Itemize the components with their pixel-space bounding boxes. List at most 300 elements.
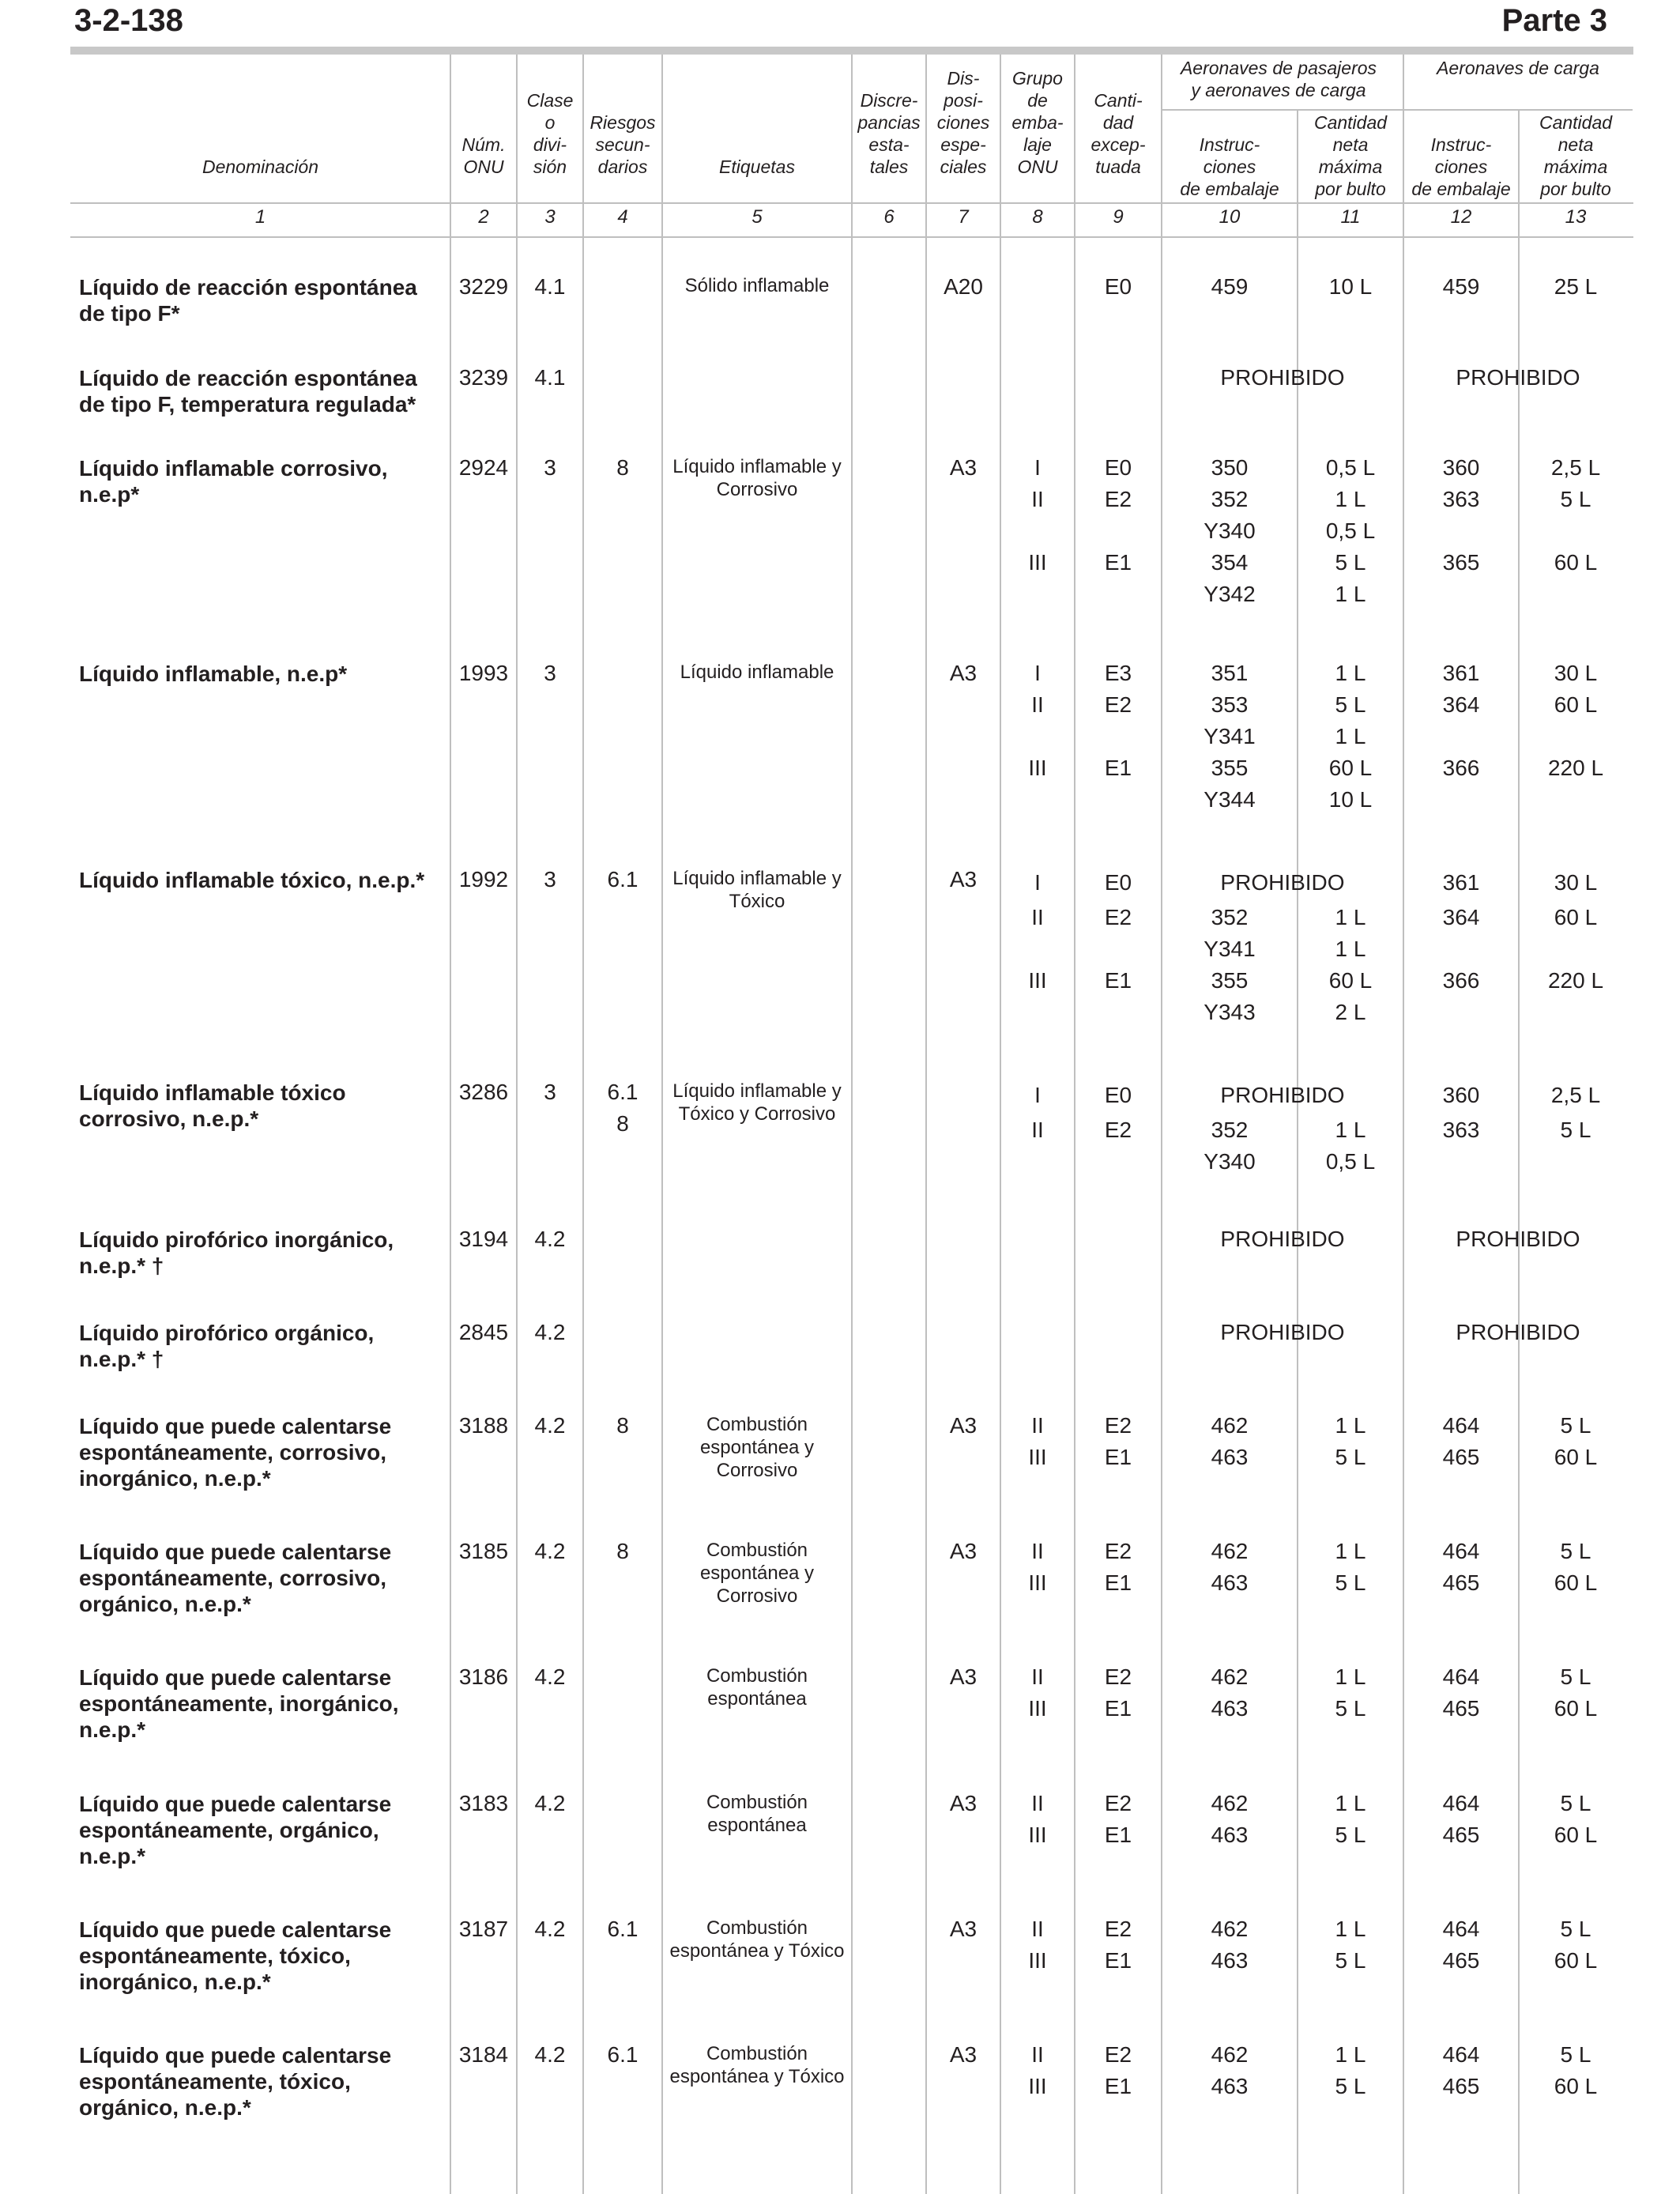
class-division-value: 4.2 [534,1413,566,1438]
packing-group-value [1000,271,1075,303]
packing-instruction-pax-value: Y340 [1203,1149,1256,1174]
substance-name-line: corrosivo, n.e.p.* [79,1106,259,1131]
max-net-quantity-pax-value: 1 L [1335,487,1366,511]
max-net-quantity-pax-value: 0,5 L [1325,1149,1376,1174]
packing-instruction-cao-value: 465 [1442,1570,1480,1595]
header-num-onu-line: Núm. [461,134,506,155]
packing-instruction-pax-value: 462 [1211,1664,1249,1689]
packing-group [1000,864,1075,1028]
column-number: 2 [478,206,489,228]
max-net-quantity-pax-value: 1 L [1335,1791,1366,1815]
column-number: 5 [751,206,763,228]
hazard-label-value: espontánea y [699,1563,815,1584]
class-division-value: 3 [544,455,556,480]
max-net-quantity-cao-value: 2,5 L [1550,455,1601,480]
header-cantidad-line: excep- [1090,134,1146,155]
header-cantidad-neta-pax [1298,111,1403,200]
max-net-quantity-cao-value: 5 L [1560,1413,1591,1438]
column-divider [925,55,927,2194]
substance-name-line: inorgánico, n.e.p.* [79,1466,271,1491]
packing-instruction-pax-value: 463 [1211,1445,1249,1469]
max-net-quantity-cao-value: 60 L [1554,1823,1598,1847]
excepted-quantity-value: E2 [1104,1917,1132,1941]
header-riesgos-line: Riesgos [590,112,656,133]
header-disposiciones-line: espe- [940,134,986,155]
substance-name-line: espontáneamente, tóxico, [79,2069,351,2094]
header-cantidad-line: Canti- [1094,90,1143,111]
max-net-quantity-cao-value [1519,579,1633,610]
header-pasajeros-group-line: y aeronaves de carga [1191,80,1366,100]
packing-group [1000,1788,1075,1851]
un-number [450,1410,517,1442]
packing-group-value: III [1028,756,1047,780]
header-instrucciones-pax-line: de embalaje [1180,179,1279,199]
max-net-quantity-cao-value: 5 L [1560,1118,1591,1142]
max-net-quantity-pax-value: 1 L [1335,1539,1366,1563]
excepted-quantity [1075,864,1162,1028]
excepted-quantity-value: E1 [1104,1823,1132,1847]
column-number: 8 [1032,206,1043,228]
packing-instruction-pax-value: 459 [1211,274,1249,299]
max-net-quantity-pax-value: 1 L [1335,724,1366,748]
substance-name-line: Líquido que puede calentarse [79,1540,392,1564]
class-division [517,1788,583,1819]
column-number: 10 [1219,206,1241,228]
packing-instruction-pax-value: 463 [1211,1823,1249,1847]
max-net-quantity-cao [1519,864,1633,1028]
hazard-label [662,867,852,913]
packing-instruction-pax [1162,1913,1298,1977]
subsidiary-risk-value: 8 [616,1413,629,1438]
max-net-quantity-cao-value: 5 L [1560,2042,1591,2067]
packing-instruction-cao-value: 464 [1442,2042,1480,2067]
header-discrepancias-line: esta- [868,134,910,155]
packing-group-value: III [1028,2074,1047,2098]
max-net-quantity-cao-value: 5 L [1560,1539,1591,1563]
max-net-quantity-pax-value: 1 L [1335,1917,1366,1941]
packing-group-value: III [1028,1948,1047,1973]
un-number-value: 3239 [458,365,509,390]
packing-instruction-pax-value: 354 [1211,550,1249,575]
excepted-quantity-value: E2 [1104,905,1132,929]
packing-instruction-cao-value: 464 [1442,1917,1480,1941]
max-net-quantity-cao-value: 60 L [1554,550,1598,575]
special-provision [926,452,1000,484]
column-number: 11 [1340,206,1361,228]
special-provision-value: A20 [944,274,983,299]
substance-name-line: orgánico, n.e.p.* [79,1592,251,1616]
substance-name-line: de tipo F, temperatura regulada* [79,392,416,417]
packing-instruction-cao-value: 366 [1442,968,1480,993]
substance-name-line: Líquido inflamable tóxico, n.e.p.* [79,868,425,892]
packing-instruction-cao-value [1403,784,1519,816]
excepted-quantity-value: E2 [1104,692,1132,717]
packing-instruction-cao [1403,1076,1519,1146]
class-division-value: 3 [544,1080,556,1104]
header-num-onu-line: ONU [463,156,504,177]
class-division-value: 4.2 [534,1320,566,1344]
packing-instruction-pax-value: 355 [1211,756,1249,780]
max-net-quantity-pax-value: 1 L [1335,1413,1366,1438]
special-provision-value: A3 [949,1791,977,1815]
class-division [517,1317,583,1348]
header-grupo-line: ONU [1017,156,1058,177]
header-cantidad-neta-pax-line: neta [1332,134,1369,155]
packing-instruction-cao [1403,1536,1519,1599]
substance-name-line: Líquido pirofórico orgánico, [79,1321,375,1345]
header-cantidad-neta-pax-line: máxima [1318,156,1383,177]
excepted-quantity [1075,658,1162,816]
packing-instruction-pax-value: 352 [1211,1118,1249,1142]
packing-instruction-cao-value: 464 [1442,1664,1480,1689]
packing-instruction-pax-value: 355 [1211,968,1249,993]
class-division [517,864,583,895]
substance-name-line: inorgánico, n.e.p.* [79,1970,271,1994]
class-division [517,271,583,303]
max-net-quantity-cao-value: 25 L [1554,274,1598,299]
header-instrucciones-pax [1162,134,1298,200]
substance-name [79,1917,443,1995]
excepted-quantity [1075,1661,1162,1725]
hazard-label-value: espontánea y Tóxico [669,2066,845,2087]
packing-instruction-cao-value [1403,721,1519,752]
hazard-label-value: Corrosivo [716,479,798,500]
substance-name [79,1080,443,1132]
header-disposiciones-line: ciones [936,112,990,133]
header-grupo-line: laje [1023,134,1052,155]
hazard-label-value: Líquido inflamable y [672,1080,842,1102]
substance-name [79,365,443,417]
max-net-quantity-cao-value [1519,997,1633,1028]
header-carga-group-line: Aeronaves de carga [1437,58,1599,78]
excepted-quantity [1075,2039,1162,2102]
un-number [450,362,517,394]
substance-name-line: n.e.p.* [79,1717,146,1742]
excepted-quantity-value: E1 [1104,1445,1132,1469]
subsidiary-risk [583,1076,662,1140]
substance-name-line: Líquido de reacción espontánea [79,275,417,300]
packing-group-value: III [1028,1823,1047,1847]
max-net-quantity-pax-value: 2 L [1335,1000,1366,1024]
packing-instruction-pax [1162,452,1298,610]
substance-name-line: Líquido inflamable tóxico [79,1080,346,1105]
packing-instruction-cao [1403,1788,1519,1851]
max-net-quantity-pax [1298,658,1403,816]
packing-instruction-pax-value: 462 [1211,2042,1249,2067]
max-net-quantity-pax-value: 1 L [1335,1118,1366,1142]
packing-instruction-pax-value: 462 [1211,1539,1249,1563]
packing-instruction-cao-value: 364 [1442,905,1480,929]
packing-group-value: II [1031,905,1044,929]
max-net-quantity-cao-value: 5 L [1560,487,1591,511]
subsidiary-risk [583,1913,662,1945]
header-riesgos-line: secun- [595,134,650,155]
subsidiary-risk [583,1536,662,1567]
column-number: 12 [1450,206,1472,228]
packing-group-value: III [1028,1570,1047,1595]
header-cantidad-neta-cao-line: Cantidad [1539,112,1613,133]
packing-instruction-pax [1162,1661,1298,1725]
packing-group-value [1000,721,1075,752]
hazard-label-value: Combustión [706,1792,808,1813]
packing-instruction-cao-value: 360 [1442,455,1480,480]
class-division [517,1536,583,1567]
special-provision [926,1661,1000,1693]
excepted-quantity-value: E2 [1104,1539,1132,1563]
substance-name-line: n.e.p.* † [79,1253,164,1278]
packing-instruction-cao-value: 363 [1442,487,1480,511]
substance-name [79,1791,443,1869]
forbidden-pax: PROHIBIDO [1220,1227,1345,1251]
hazard-label [662,1080,852,1125]
hazard-label [662,661,852,684]
substance-name [79,455,443,507]
max-net-quantity-pax-value: 5 L [1335,1570,1366,1595]
substance-name-line: Líquido que puede calentarse [79,1917,392,1942]
packing-group-value: III [1028,550,1047,575]
packing-group-value: II [1031,487,1044,511]
max-net-quantity-pax-value: 1 L [1335,905,1366,929]
class-division-value: 4.2 [534,1791,566,1815]
subsidiary-risk-value: 6.1 [607,2042,638,2067]
hazard-label-value: Tóxico [729,891,785,912]
hazard-label-value: espontánea [707,1688,807,1710]
packing-group-value: II [1031,1413,1044,1438]
packing-group-value: II [1031,1917,1044,1941]
forbidden-pax: PROHIBIDO [1220,870,1345,895]
max-net-quantity-pax-value: 1 L [1335,937,1366,961]
un-number-value: 3229 [458,274,509,299]
max-net-quantity-cao [1519,1536,1633,1599]
max-net-quantity-cao [1519,1410,1633,1473]
hazard-label [662,1791,852,1837]
packing-group [1000,452,1075,610]
substance-name [79,1664,443,1743]
un-number-value: 2924 [458,455,509,480]
hazard-label-value: Combustión [706,1917,808,1939]
class-division-value: 4.2 [534,1227,566,1251]
max-net-quantity-pax-value: 5 L [1335,1823,1366,1847]
class-division [517,452,583,484]
hazard-label-value: Sólido inflamable [684,275,830,296]
class-division [517,1076,583,1108]
class-division-value: 4.1 [534,274,566,299]
packing-instruction-pax [1162,271,1298,303]
header-disposiciones-line: posi- [944,90,983,111]
header-pasajeros-group-line: Aeronaves de pasajeros [1180,58,1377,78]
un-number [450,1913,517,1945]
un-number-value: 1992 [458,867,509,892]
special-provision-value: A3 [949,1539,977,1563]
group-header-rule [1162,109,1633,111]
un-number [450,1076,517,1108]
column-number: 3 [544,206,556,228]
substance-name-line: de tipo F* [79,301,180,326]
packing-group [1000,658,1075,816]
packing-instruction-cao-value: 364 [1442,692,1480,717]
max-net-quantity-cao-value: 5 L [1560,1664,1591,1689]
substance-name-line: espontáneamente, corrosivo, [79,1440,387,1465]
class-division [517,1661,583,1693]
part-label: Parte 3 [1501,3,1607,38]
max-net-quantity-cao [1519,452,1633,610]
header-riesgos [583,111,662,178]
max-net-quantity-pax-value: 10 L [1328,787,1373,812]
header-clase-line: divi- [533,134,567,155]
hazard-label [662,1413,852,1482]
max-net-quantity-cao-value: 60 L [1554,1696,1598,1721]
substance-name [79,661,443,687]
header-riesgos-line: darios [597,156,648,177]
excepted-quantity-value: E0 [1104,1083,1132,1107]
excepted-quantity-value [1075,515,1162,547]
hazard-label-value: Combustión [706,1540,808,1561]
packing-instruction-cao-value: 465 [1442,1823,1480,1847]
max-net-quantity-pax-value: 60 L [1328,756,1373,780]
excepted-quantity-value: E2 [1104,1413,1132,1438]
packing-group [1000,1661,1075,1725]
subsidiary-risk [583,864,662,895]
excepted-quantity-value: E2 [1104,1791,1132,1815]
max-net-quantity-pax [1298,1536,1403,1599]
subsidiary-risk-value: 6.1 [607,867,638,892]
forbidden-pax: PROHIBIDO [1220,1083,1345,1107]
excepted-quantity-value: E2 [1104,487,1132,511]
packing-group [1000,271,1075,303]
packing-group [1000,1410,1075,1473]
header-instrucciones-cao-line: ciones [1434,156,1488,177]
max-net-quantity-pax-value: 5 L [1335,550,1366,575]
header-disposiciones [926,67,1000,178]
packing-instruction-cao-value [1403,997,1519,1028]
substance-name [79,274,443,326]
max-net-quantity-pax-value: 5 L [1335,1696,1366,1721]
max-net-quantity-cao [1519,1913,1633,1977]
header-cantidad-neta-cao-line: por bulto [1540,179,1611,199]
packing-instruction-cao-value: 465 [1442,2074,1480,2098]
un-number [450,271,517,303]
packing-group-value [1000,997,1075,1028]
excepted-quantity-value: E0 [1104,870,1132,895]
substance-name [79,1320,443,1372]
substance-name-line: Líquido que puede calentarse [79,1792,392,1816]
subsidiary-risk-value: 8 [616,455,629,480]
substance-name-line: espontáneamente, inorgánico, [79,1691,399,1716]
substance-name-line: espontáneamente, orgánico, [79,1818,379,1842]
packing-instruction-cao [1403,864,1519,1028]
column-number: 4 [617,206,628,228]
special-provision-value: A3 [949,1413,977,1438]
packing-group-value [1000,515,1075,547]
header-denominacion-line: Denominación [202,156,319,177]
header-rule [70,202,1633,204]
packing-instruction-pax-value: 351 [1211,661,1249,685]
packing-group-value: I [1034,1083,1041,1107]
max-net-quantity-cao-value [1519,721,1633,752]
column-divider [1518,110,1520,2194]
packing-instruction-pax [1162,1410,1298,1473]
max-net-quantity-pax [1298,271,1403,303]
hazard-label-value: Corrosivo [716,1460,798,1481]
class-division [517,2039,583,2071]
packing-instruction-pax-value: 462 [1211,1413,1249,1438]
excepted-quantity-value: E3 [1104,661,1132,685]
substance-name-line: Líquido que puede calentarse [79,2043,392,2068]
substance-name-line: Líquido de reacción espontánea [79,366,417,390]
substance-name [79,1413,443,1491]
max-net-quantity-cao-value: 60 L [1554,2074,1598,2098]
max-net-quantity-cao [1519,1788,1633,1851]
class-division-value: 4.2 [534,1539,566,1563]
special-provision [926,658,1000,689]
max-net-quantity-pax [1298,452,1403,610]
packing-instruction-pax-value: 463 [1211,1570,1249,1595]
packing-instruction-cao [1403,271,1519,303]
header-num-onu [450,134,517,178]
substance-name-line: espontáneamente, tóxico, [79,1943,351,1968]
header-grupo [1000,67,1075,178]
excepted-quantity [1075,271,1162,303]
un-number-value: 3184 [458,2042,509,2067]
max-net-quantity-cao-value: 60 L [1554,1948,1598,1973]
excepted-quantity-value [1075,997,1162,1028]
excepted-quantity [1075,1076,1162,1146]
max-net-quantity-cao-value: 60 L [1554,692,1598,717]
packing-instruction-cao [1403,1410,1519,1473]
header-discrepancias-line: pancias [857,112,921,133]
packing-instruction-pax [1162,658,1298,816]
un-number [450,1536,517,1567]
packing-group-value [1000,784,1075,816]
subsidiary-risk-value: 6.1 [607,1917,638,1941]
header-discrepancias [852,89,926,178]
hazard-label [662,274,852,297]
class-division [517,362,583,394]
header-cantidad-line: dad [1102,112,1134,133]
header-etiquetas [662,156,852,178]
packing-group [1000,1536,1075,1599]
class-division [517,1410,583,1442]
substance-name [79,1539,443,1617]
special-provision [926,864,1000,895]
un-number [450,2039,517,2071]
packing-group-value: II [1031,1539,1044,1563]
un-number [450,864,517,895]
header-clase-line: o [544,112,556,133]
page-number: 3-2-138 [74,3,183,38]
header-grupo-line: Grupo [1012,68,1063,89]
header-disposiciones-line: ciales [940,156,987,177]
excepted-quantity [1075,1913,1162,1977]
special-provision-value: A3 [949,1917,977,1941]
column-number: 7 [958,206,969,228]
substance-name-line: Líquido pirofórico inorgánico, [79,1227,394,1252]
packing-instruction-cao [1403,1661,1519,1725]
packing-instruction-pax-value: Y342 [1203,582,1256,606]
header-etiquetas-line: Etiquetas [719,156,795,177]
header-cantidad-neta-cao-line: neta [1558,134,1594,155]
packing-instruction-pax-value: 350 [1211,455,1249,480]
packing-instruction-cao-value: 459 [1442,274,1480,299]
un-number-value: 3187 [458,1917,509,1941]
subsidiary-risk [583,452,662,484]
header-cantidad-neta-cao-line: máxima [1543,156,1608,177]
max-net-quantity-cao-value [1519,515,1633,547]
excepted-quantity [1075,1536,1162,1599]
excepted-quantity-value: E1 [1104,756,1132,780]
un-number-value: 3186 [458,1664,509,1689]
substance-name-line: n.e.p.* † [79,1347,164,1371]
